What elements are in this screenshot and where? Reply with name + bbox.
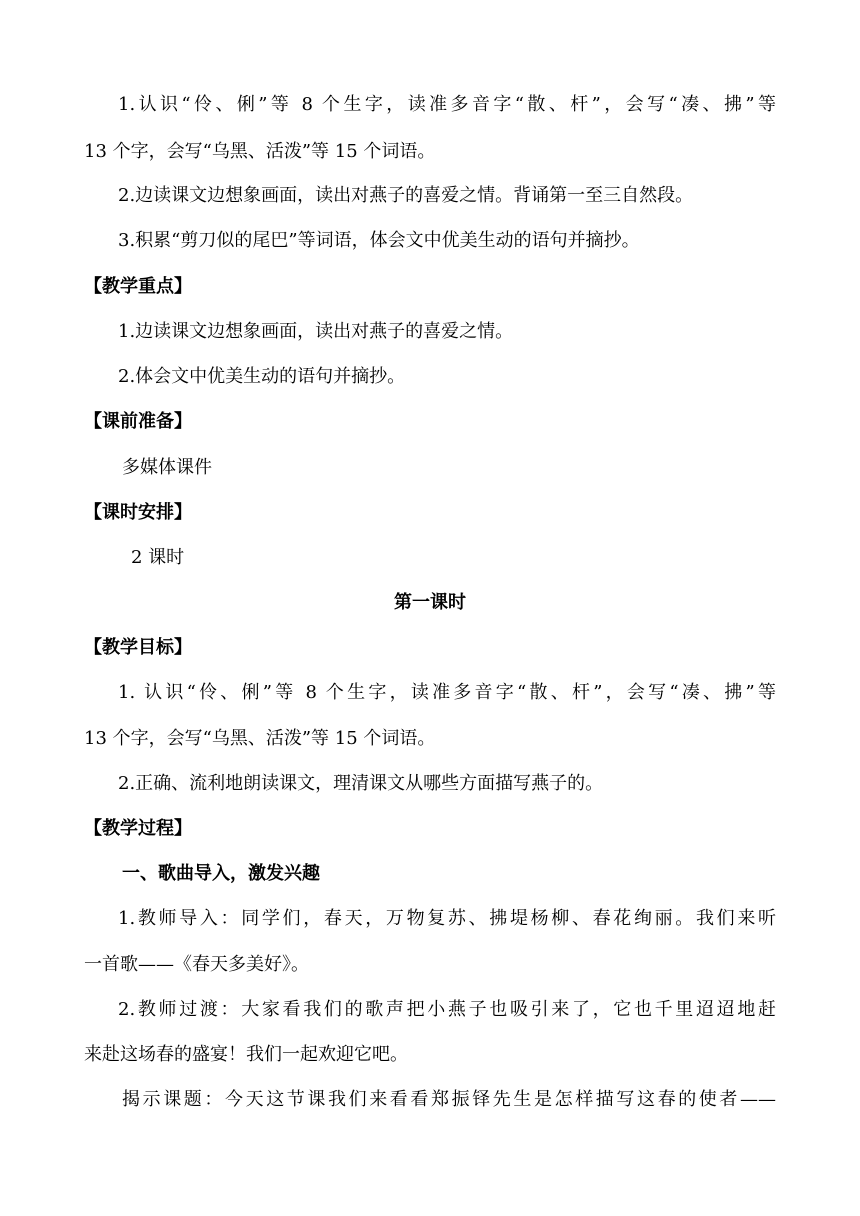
schedule-heading: 【课时安排】 bbox=[84, 502, 192, 523]
objective-3: 3.积累“剪刀似的尾巴”等词语，体会文中优美生动的语句并摘抄。 bbox=[118, 230, 640, 251]
key-points-heading: 【教学重点】 bbox=[84, 276, 192, 297]
lesson-title: 第一课时 bbox=[394, 592, 466, 613]
process-heading: 【教学过程】 bbox=[84, 818, 192, 839]
objective-1-line-1: 1.认识“伶、俐”等 8 个生字，读准多音字“散、杆”，会写“凑、拂”等 bbox=[118, 94, 776, 115]
step-1-line-2: 一首歌——《春天多美好》。 bbox=[84, 954, 309, 975]
objective-2: 2.边读课文边想象画面，读出对燕子的喜爱之情。背诵第一至三自然段。 bbox=[118, 185, 694, 206]
key-point-1: 1.边读课文边想象画面，读出对燕子的喜爱之情。 bbox=[118, 321, 514, 342]
step-1-line-1: 1.教师导入：同学们，春天，万物复苏、拂堤杨柳、春花绚丽。我们来听 bbox=[118, 908, 776, 929]
objective-1-line-2: 13 个字，会写“乌黑、活泼”等 15 个词语。 bbox=[84, 141, 436, 162]
goal-1-line-1: 1. 认识“伶、俐”等 8 个生字，读准多音字“散、杆”，会写“凑、拂”等 bbox=[118, 682, 776, 703]
goal-1-line-2: 13 个字，会写“乌黑、活泼”等 15 个词语。 bbox=[84, 728, 436, 749]
step-2-line-1: 2.教师过渡：大家看我们的歌声把小燕子也吸引来了，它也千里迢迢地赶 bbox=[118, 999, 776, 1020]
schedule-content: 2 课时 bbox=[131, 547, 185, 568]
goal-2: 2.正确、流利地朗读课文，理清课文从哪些方面描写燕子的。 bbox=[118, 773, 604, 794]
key-point-2: 2.体会文中优美生动的语句并摘抄。 bbox=[118, 366, 406, 387]
step-2-line-2: 来赴这场春的盛宴！我们一起欢迎它吧。 bbox=[84, 1044, 408, 1065]
section-1-title: 一、歌曲导入，激发兴趣 bbox=[122, 863, 320, 884]
goals-heading: 【教学目标】 bbox=[84, 637, 192, 658]
preparation-content: 多媒体课件 bbox=[122, 457, 212, 478]
preparation-heading: 【课前准备】 bbox=[84, 411, 192, 432]
reveal-topic-line-1: 揭示课题：今天这节课我们来看看郑振铎先生是怎样描写这春的使者—— bbox=[122, 1089, 776, 1110]
